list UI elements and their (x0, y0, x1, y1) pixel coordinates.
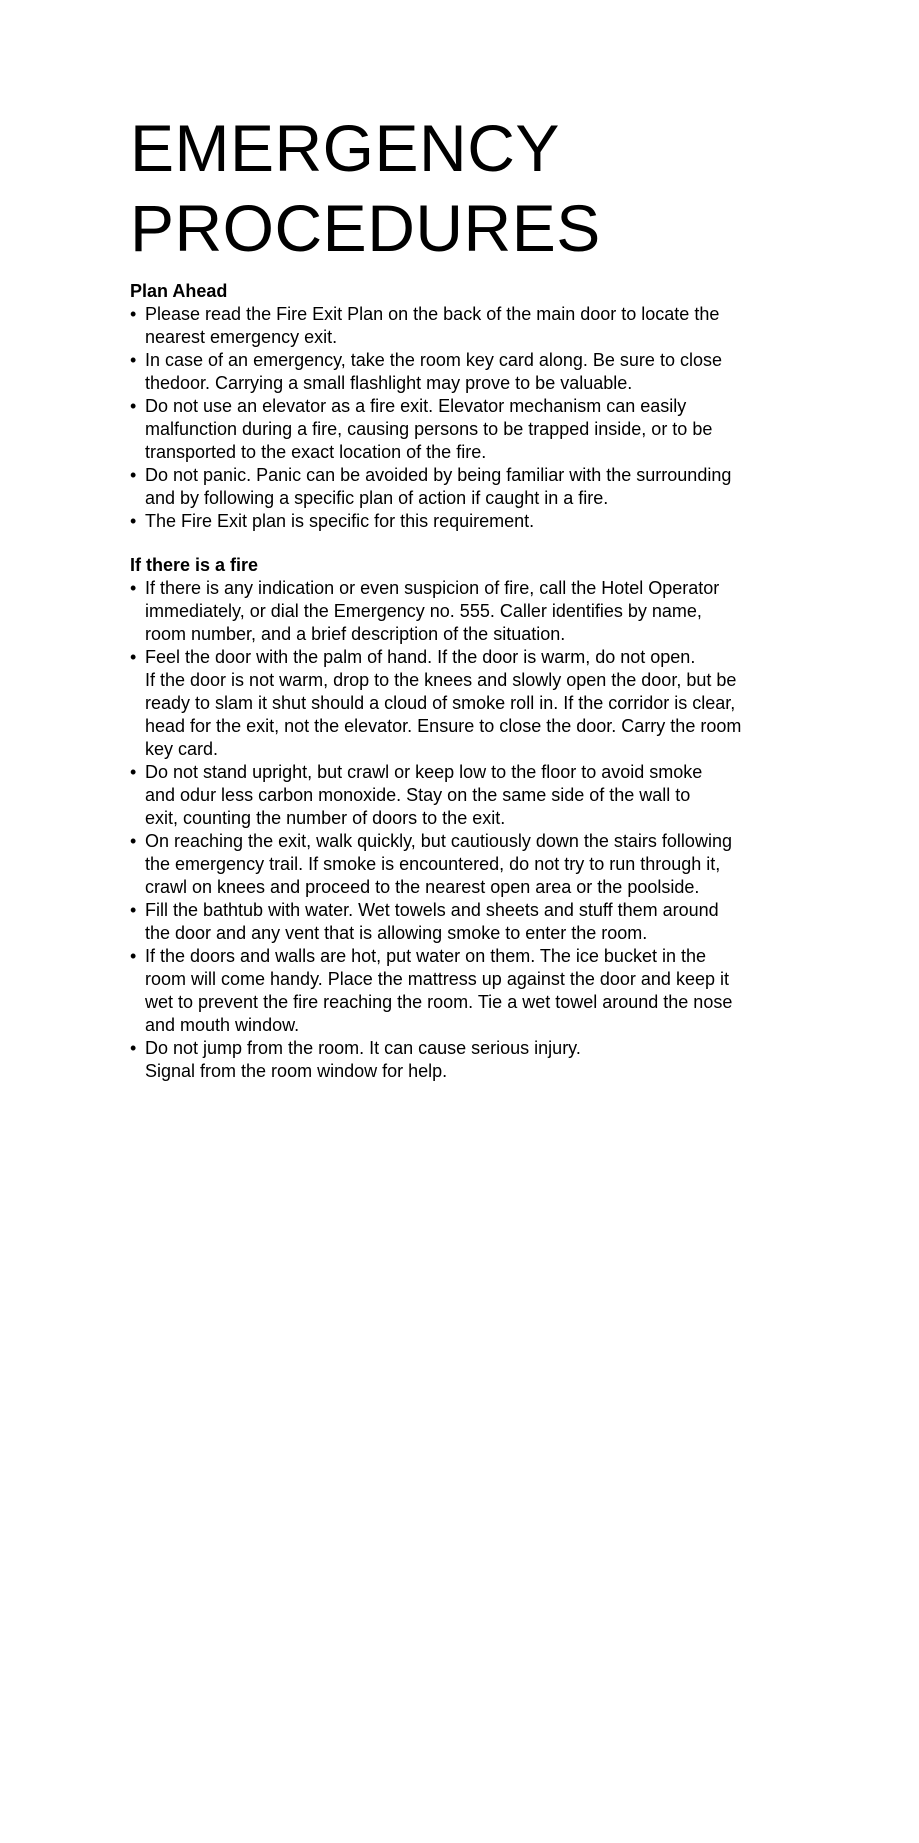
list-item-text: On reaching the exit, walk quickly, but cautiously down the stairs following (145, 831, 732, 851)
list-item-text: Do not stand upright, but crawl or keep low to the floor to avoid smoke (145, 762, 703, 782)
list-item-text-continuation: immediately, or dial the Emergency no. 555. Caller identifies by name, (145, 601, 702, 621)
list-item (130, 464, 790, 510)
section-heading-if-fire: If there is a fire (130, 555, 259, 575)
list-item-text-continuation: and mouth window. (145, 1015, 300, 1035)
bullet-icon: • (130, 1038, 137, 1058)
plan-ahead-list (130, 303, 790, 533)
list-item (130, 646, 790, 761)
list-item-text-continuation: room number, and a brief description of the situation. (145, 624, 566, 644)
bullet-icon: • (130, 465, 137, 485)
list-item-text-continuation: crawl on knees and proceed to the nearest open area or the poolside. (145, 877, 700, 897)
bullet-icon: • (130, 350, 137, 370)
list-item-text: Please read the Fire Exit Plan on the back of the main door to locate the (145, 304, 720, 324)
section-plan-ahead (130, 280, 790, 533)
list-item-text: In case of an emergency, take the room key card along. Be sure to close (145, 350, 722, 370)
list-item-text-continuation: nearest emergency exit. (145, 327, 338, 347)
list-item (130, 830, 790, 899)
bullet-icon: • (130, 304, 137, 324)
list-item-text-continuation: If the door is not warm, drop to the knees and slowly open the door, but be (145, 670, 737, 690)
list-item-text-continuation: malfunction during a fire, causing persons to be trapped inside, or to be (145, 419, 713, 439)
list-item-text-continuation: the emergency trail. If smoke is encountered, do not try to run through it, (145, 854, 721, 874)
list-item-text-continuation: thedoor. Carrying a small flashlight may prove to be valuable. (145, 373, 633, 393)
list-item-text: The Fire Exit plan is specific for this requirement. (145, 511, 535, 531)
bullet-icon: • (130, 647, 137, 667)
list-item-text: Fill the bathtub with water. Wet towels and sheets and stuff them around (145, 900, 719, 920)
list-item-text-continuation: key card. (145, 739, 219, 759)
bullet-icon: • (130, 946, 137, 966)
list-item-text: Do not panic. Panic can be avoided by being familiar with the surrounding (145, 465, 732, 485)
list-item-text: Feel the door with the palm of hand. If the door is warm, do not open. (145, 647, 696, 667)
bullet-icon: • (130, 900, 137, 920)
list-item (130, 899, 790, 945)
list-item-text-continuation: Signal from the room window for help. (145, 1061, 448, 1081)
page-title (130, 108, 790, 268)
section-heading-plan-ahead: Plan Ahead (130, 281, 228, 301)
list-item-text-continuation: and by following a specific plan of action if caught in a fire. (145, 488, 609, 508)
if-fire-list (130, 577, 790, 1083)
list-item-text-continuation: and odur less carbon monoxide. Stay on the same side of the wall to (145, 785, 691, 805)
list-item-text-continuation: exit, counting the number of doors to the exit. (145, 808, 506, 828)
list-item-text: If the doors and walls are hot, put water on them. The ice bucket in the (145, 946, 706, 966)
list-item (130, 945, 790, 1037)
list-item-text-continuation: transported to the exact location of the fire. (145, 442, 487, 462)
list-item (130, 577, 790, 646)
list-item (130, 395, 790, 464)
bullet-icon: • (130, 396, 137, 416)
bullet-icon: • (130, 511, 137, 531)
page-title-line-2: PROCEDURES (130, 191, 601, 265)
section-if-fire (130, 554, 790, 1083)
list-item (130, 1037, 790, 1083)
bullet-icon: • (130, 578, 137, 598)
list-item (130, 303, 790, 349)
list-item (130, 510, 790, 533)
list-item-text-continuation: the door and any vent that is allowing smoke to enter the room. (145, 923, 648, 943)
list-item-text: If there is any indication or even suspicion of fire, call the Hotel Operator (145, 578, 720, 598)
list-item-text-continuation: room will come handy. Place the mattress up against the door and keep it (145, 969, 729, 989)
list-item-text-continuation: ready to slam it shut should a cloud of smoke roll in. If the corridor is clear, (145, 693, 736, 713)
bullet-icon: • (130, 831, 137, 851)
list-item-text-continuation: head for the exit, not the elevator. Ensure to close the door. Carry the room (145, 716, 742, 736)
document-content (130, 108, 790, 1083)
list-item (130, 349, 790, 395)
bullet-icon: • (130, 762, 137, 782)
list-item-text: Do not use an elevator as a fire exit. Elevator mechanism can easily (145, 396, 687, 416)
list-item (130, 761, 790, 830)
list-item-text: Do not jump from the room. It can cause serious injury. (145, 1038, 581, 1058)
page-title-line-1: EMERGENCY (130, 111, 560, 185)
list-item-text-continuation: wet to prevent the fire reaching the room. Tie a wet towel around the nose (145, 992, 733, 1012)
